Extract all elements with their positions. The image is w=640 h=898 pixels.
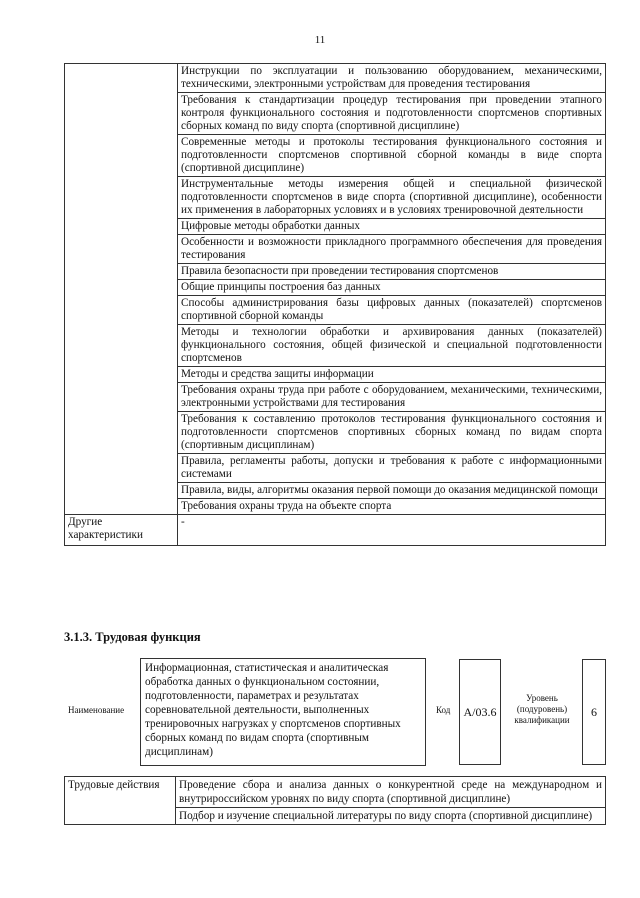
requirement-item: Правила, регламенты работы, допуски и требования к работе с информационными системами	[178, 454, 606, 483]
table-row	[65, 64, 606, 93]
action-item: Проведение сбора и анализа данных о конкурентной среде на международном и внутрироссийском уровнях по виду спорта (спортивной дисциплине)	[176, 777, 606, 808]
requirement-item: Особенности и возможности прикладного программного обеспечения для проведения тестирования	[178, 235, 606, 264]
requirement-item: Общие принципы построения баз данных	[178, 280, 606, 296]
requirement-item: Правила, виды, алгоритмы оказания первой помощи до оказания медицинской помощи	[178, 483, 606, 499]
actions-table	[64, 776, 606, 825]
requirement-item: Требования к стандартизации процедур тестирования при проведении этапного контроля функционального состояния и подготовленности спортсменов спортивных сборных команд по виду спорта (спортивной дисциплине)	[178, 93, 606, 135]
requirement-item: Методы и технологии обработки и архивирования данных (показателей) функционального состояния, общей физической и специальной подготовленности спортсменов	[178, 325, 606, 367]
requirement-item: Правила безопасности при проведении тестирования спортсменов	[178, 264, 606, 280]
requirement-item: Требования охраны труда при работе с оборудованием, механическими, техническими, электронными устройствами для тестирования	[178, 383, 606, 412]
actions-label: Трудовые действия	[65, 777, 176, 825]
page-number: 11	[314, 34, 326, 46]
requirement-item: Методы и средства защиты информации	[178, 367, 606, 383]
qualification-level-box: 6	[582, 659, 606, 765]
action-item: Подбор и изучение специальной литературы по виду спорта (спортивной дисциплине)	[176, 808, 606, 825]
requirements-table	[64, 63, 606, 546]
section-title: 3.1.3. Трудовая функция	[64, 630, 201, 644]
table-row	[65, 515, 606, 546]
requirement-item: Современные методы и протоколы тестирования функционального состояния и подготовленности спортсменов спортивной сборной команды в виде спорта (спортивной дисциплине)	[178, 135, 606, 177]
code-value-box: A/03.6	[459, 659, 501, 765]
requirement-item: Требования к составлению протоколов тестирования функционального состояния и подготовленности спортсменов спортивных сборных команд по видам спорта (спортивным дисциплинам)	[178, 412, 606, 454]
qualification-level-label: Уровень (подуровень) квалификации	[514, 693, 570, 725]
code-label: Код	[436, 705, 451, 715]
name-label: Наименование	[68, 705, 125, 715]
requirement-item: Цифровые методы обработки данных	[178, 219, 606, 235]
other-characteristics-label: Другие характеристики	[65, 515, 178, 546]
requirement-item: Инструментальные методы измерения общей и специальной физической подготовленности спортсменов в виде спорта (спортивной дисциплине), особенности их применения в лабораторных условиях и в условиях тренировочной деятельности	[178, 177, 606, 219]
requirement-item: Инструкции по эксплуатации и пользованию оборудованием, механическими, техническими, электронными устройствам для проведения тестирования	[178, 64, 606, 93]
table-row	[65, 777, 606, 808]
requirement-item: Требования охраны труда на объекте спорта	[178, 499, 606, 515]
function-name-box: Информационная, статистическая и аналитическая обработка данных о функциональном состоянии, подготовленности, параметрах и результатах соревновательной деятельности, выполненных тренировочных нагрузках у спортсменов спортивных сборных команд по видам спорта (спортивным дисциплинам)	[140, 658, 426, 766]
other-characteristics-value: -	[178, 515, 606, 546]
requirement-item: Способы администрирования базы цифровых данных (показателей) спортсменов спортивной сборной команды	[178, 296, 606, 325]
requirements-left-cell	[65, 64, 178, 515]
